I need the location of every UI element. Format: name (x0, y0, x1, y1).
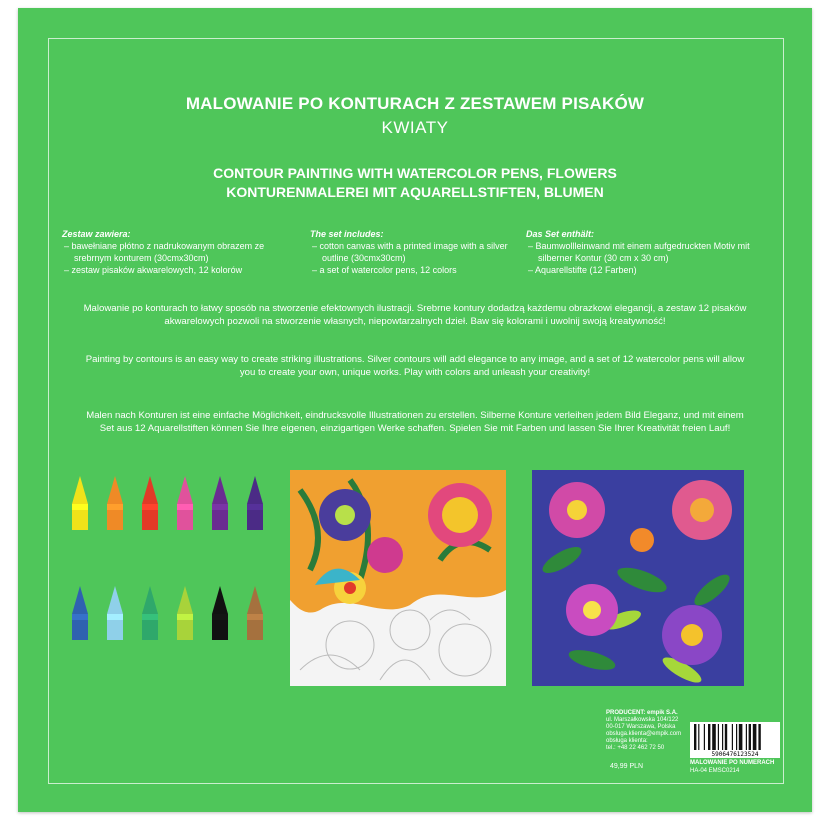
producer-address: ul. Marszałkowska 104/122 (606, 717, 679, 723)
pen (72, 476, 88, 530)
pen-tip (212, 476, 228, 504)
pen-tip (177, 476, 193, 504)
producer-email: obsluga.klienta@empik.com (606, 731, 682, 737)
pen-tip (72, 586, 88, 614)
contents-english (310, 228, 510, 276)
pen (72, 586, 88, 640)
pen-tip (142, 476, 158, 504)
pen (177, 476, 193, 530)
painting-partial (290, 470, 506, 686)
contents-heading: Zestaw zawiera: (62, 229, 131, 239)
pen-body (142, 620, 158, 640)
pen-band (212, 614, 228, 620)
product-box (18, 8, 812, 812)
producer-line: PRODUCENT: empik S.A. (606, 710, 678, 716)
pen-body (247, 620, 263, 640)
pen-band (72, 504, 88, 510)
title-english: CONTOUR PAINTING WITH WATERCOLOR PENS, FLOWERS (213, 165, 617, 181)
pen-body (177, 620, 193, 640)
pen-tip (247, 476, 263, 504)
contents-heading: Das Set enthält: (526, 229, 595, 239)
pen (107, 586, 123, 640)
description-polish: Malowanie po konturach to łatwy sposób na stworzenie efektownych ilustracji. Srebrne kontury dodadzą każdemu obrazkowi elegancji, a zestaw 12 pisaków akwarelowych pozwoli na stworzenie własnych, niepowtarzalnych dzieł. Baw się kolorami i uwolnij swoją kreatywność! (83, 303, 747, 327)
pen-body (72, 620, 88, 640)
contents-item: – Baumwollleinwand mit einem aufgedruckten Motiv mit silberner Kontur (30 cm x 30 cm) (528, 241, 750, 263)
pen-band (247, 614, 263, 620)
contents-item: – a set of watercolor pens, 12 colors (312, 265, 457, 275)
pen (212, 476, 228, 530)
pen-band (177, 504, 193, 510)
pen-band (107, 614, 123, 620)
description-german: Malen nach Konturen ist eine einfache Möglichkeit, eindrucksvolle Illustrationen zu erstellen. Silberne Konture verleihen jedem Bild Eleganz, und mit einem Set aus 12 Aquarellstiften können Sie Ihre eigenen, einzigartigen Werke schaffen. Spielen Sie mit Farben und lassen Sie Ihrer Kreativität freien Lauf! (86, 410, 744, 434)
pen-band (177, 614, 193, 620)
pen-band (142, 614, 158, 620)
price: 49,99 PLN (610, 763, 644, 770)
barcode (690, 722, 780, 758)
pen-body (247, 510, 263, 530)
pen (142, 586, 158, 640)
title-german: KONTURENMALEREI MIT AQUARELLSTIFTEN, BLUMEN (226, 184, 604, 200)
pen-body (212, 620, 228, 640)
pen-band (212, 504, 228, 510)
title-polish: MALOWANIE PO KONTURACH Z ZESTAWEM PISAKÓW (185, 94, 645, 113)
pen-tip (107, 586, 123, 614)
barcode-number: 5906476123524 (711, 751, 759, 758)
painting-complete-graphic (532, 470, 744, 686)
product-name: MALOWANIE PO NUMERACH (690, 760, 775, 766)
pen-body (212, 510, 228, 530)
contents-item: – Aquarellstifte (12 Farben) (528, 265, 637, 275)
pen (247, 476, 263, 530)
pen-body (107, 510, 123, 530)
painting-complete (532, 470, 744, 686)
contents-heading: The set includes: (310, 229, 384, 239)
description-english: Painting by contours is an easy way to create striking illustrations. Silver contours will add elegance to any image, and a set of 12 watercolor pens will allow you to create your own, unique works. Play with colors and unleash your creativity! (85, 354, 745, 378)
pen-body (107, 620, 123, 640)
producer-phone: tel.: +48 22 462 72 50 (606, 745, 665, 751)
pen-band (107, 504, 123, 510)
pen (177, 586, 193, 640)
pen-band (72, 614, 88, 620)
contents-polish (62, 228, 292, 276)
contents-item: – cotton canvas with a printed image with a silver outline (30cmx30cm) (312, 241, 508, 263)
pen (212, 586, 228, 640)
pen-tip (142, 586, 158, 614)
contents-german (526, 228, 766, 276)
pen-band (247, 504, 263, 510)
pen-tip (72, 476, 88, 504)
pen-tip (107, 476, 123, 504)
painting-partial-graphic (290, 470, 506, 686)
pen-band (142, 504, 158, 510)
pen (107, 476, 123, 530)
pen (142, 476, 158, 530)
producer-city: 00-017 Warszawa, Polska (606, 724, 676, 730)
subtitle-polish: KWIATY (381, 118, 449, 137)
contents-item: – zestaw pisaków akwarelowych, 12 kolorów (64, 265, 243, 275)
pen-body (142, 510, 158, 530)
producer-phone-label: obsługa klienta: (606, 738, 648, 744)
pen-tip (247, 586, 263, 614)
pen-tip (212, 586, 228, 614)
contents-item: – bawełniane płótno z nadrukowanym obrazem ze srebrnym konturem (30cmx30cm) (64, 241, 265, 263)
pen-body (177, 510, 193, 530)
product-code: HA-04 EMSC0214 (690, 768, 740, 774)
pen (247, 586, 263, 640)
producer-info (606, 710, 696, 752)
pen-tip (177, 586, 193, 614)
pen-body (72, 510, 88, 530)
